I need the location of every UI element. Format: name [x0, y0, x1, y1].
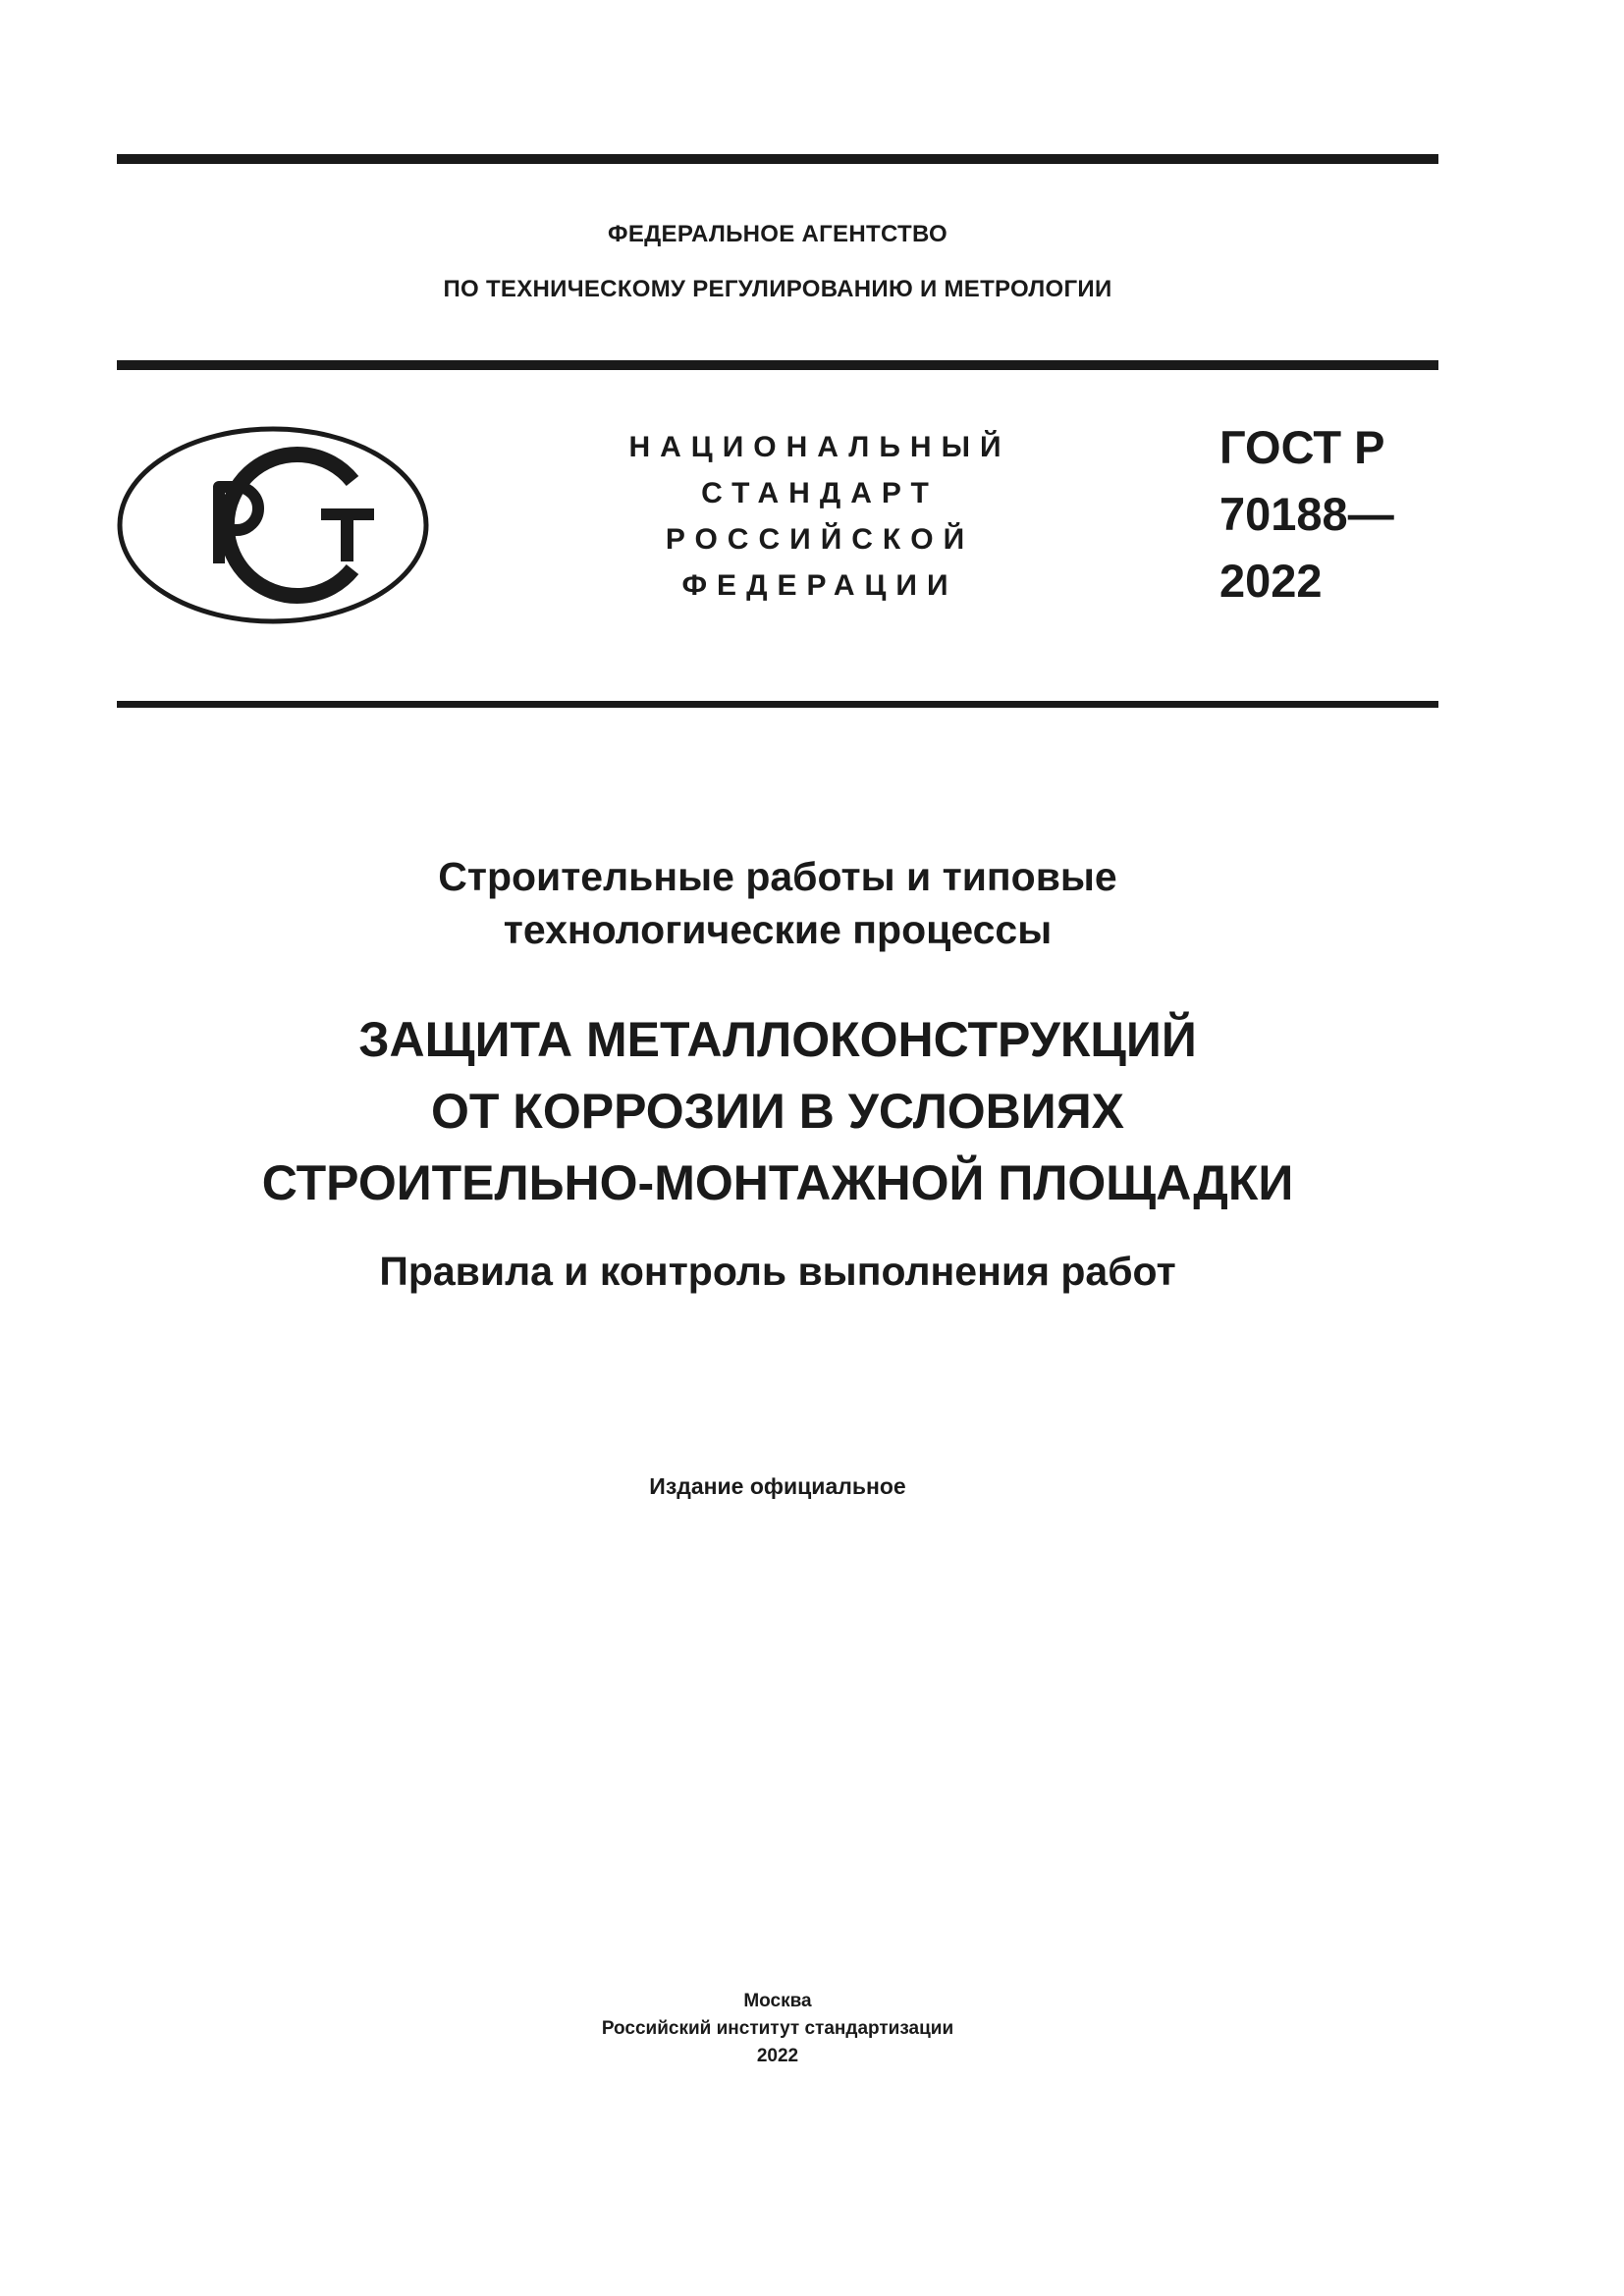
document-title — [117, 1004, 1438, 1219]
top-rule — [117, 154, 1438, 164]
imprint — [117, 1988, 1438, 2070]
national-standard-label — [589, 424, 1051, 609]
standard-designation — [1219, 414, 1394, 614]
imprint-city: Москва — [743, 1991, 812, 2011]
document-subtitle: Правила и контроль выполнения работ — [379, 1249, 1176, 1294]
subject-group — [117, 850, 1438, 956]
edition-note: Издание официальное — [649, 1473, 906, 1499]
imprint-year: 2022 — [756, 2046, 799, 2066]
national-standard-line2: СТАНДАРТ — [701, 477, 939, 509]
designation-line1: ГОСТ Р — [1219, 421, 1385, 473]
national-standard-line3: РОССИЙСКОЙ — [665, 523, 975, 556]
imprint-publisher: Российский институт стандартизации — [601, 2018, 954, 2039]
designation-line2: 70188— — [1219, 488, 1394, 540]
agency-name-line1: ФЕДЕРАЛЬНОЕ АГЕНТСТВО — [608, 221, 947, 247]
document-title-line1: ЗАЩИТА МЕТАЛЛОКОНСТРУКЦИЙ — [358, 1012, 1197, 1067]
document-title-line2: ОТ КОРРОЗИИ В УСЛОВИЯХ — [430, 1084, 1125, 1139]
national-standard-line4: ФЕДЕРАЦИИ — [681, 569, 958, 602]
rst-mark-icon — [117, 426, 429, 624]
title-block-rule — [117, 701, 1438, 708]
agency-name-line2: ПО ТЕХНИЧЕСКОМУ РЕГУЛИРОВАНИЮ И МЕТРОЛОГИИ — [443, 276, 1112, 302]
header-rule — [117, 360, 1438, 370]
subject-group-line1: Строительные работы и типовые — [438, 854, 1117, 899]
document-title-line3: СТРОИТЕЛЬНО-МОНТАЖНОЙ ПЛОЩАДКИ — [261, 1155, 1294, 1210]
subject-group-line2: технологические процессы — [503, 907, 1053, 952]
national-standard-line1: НАЦИОНАЛЬНЫЙ — [628, 431, 1011, 463]
designation-line3: 2022 — [1219, 555, 1323, 607]
